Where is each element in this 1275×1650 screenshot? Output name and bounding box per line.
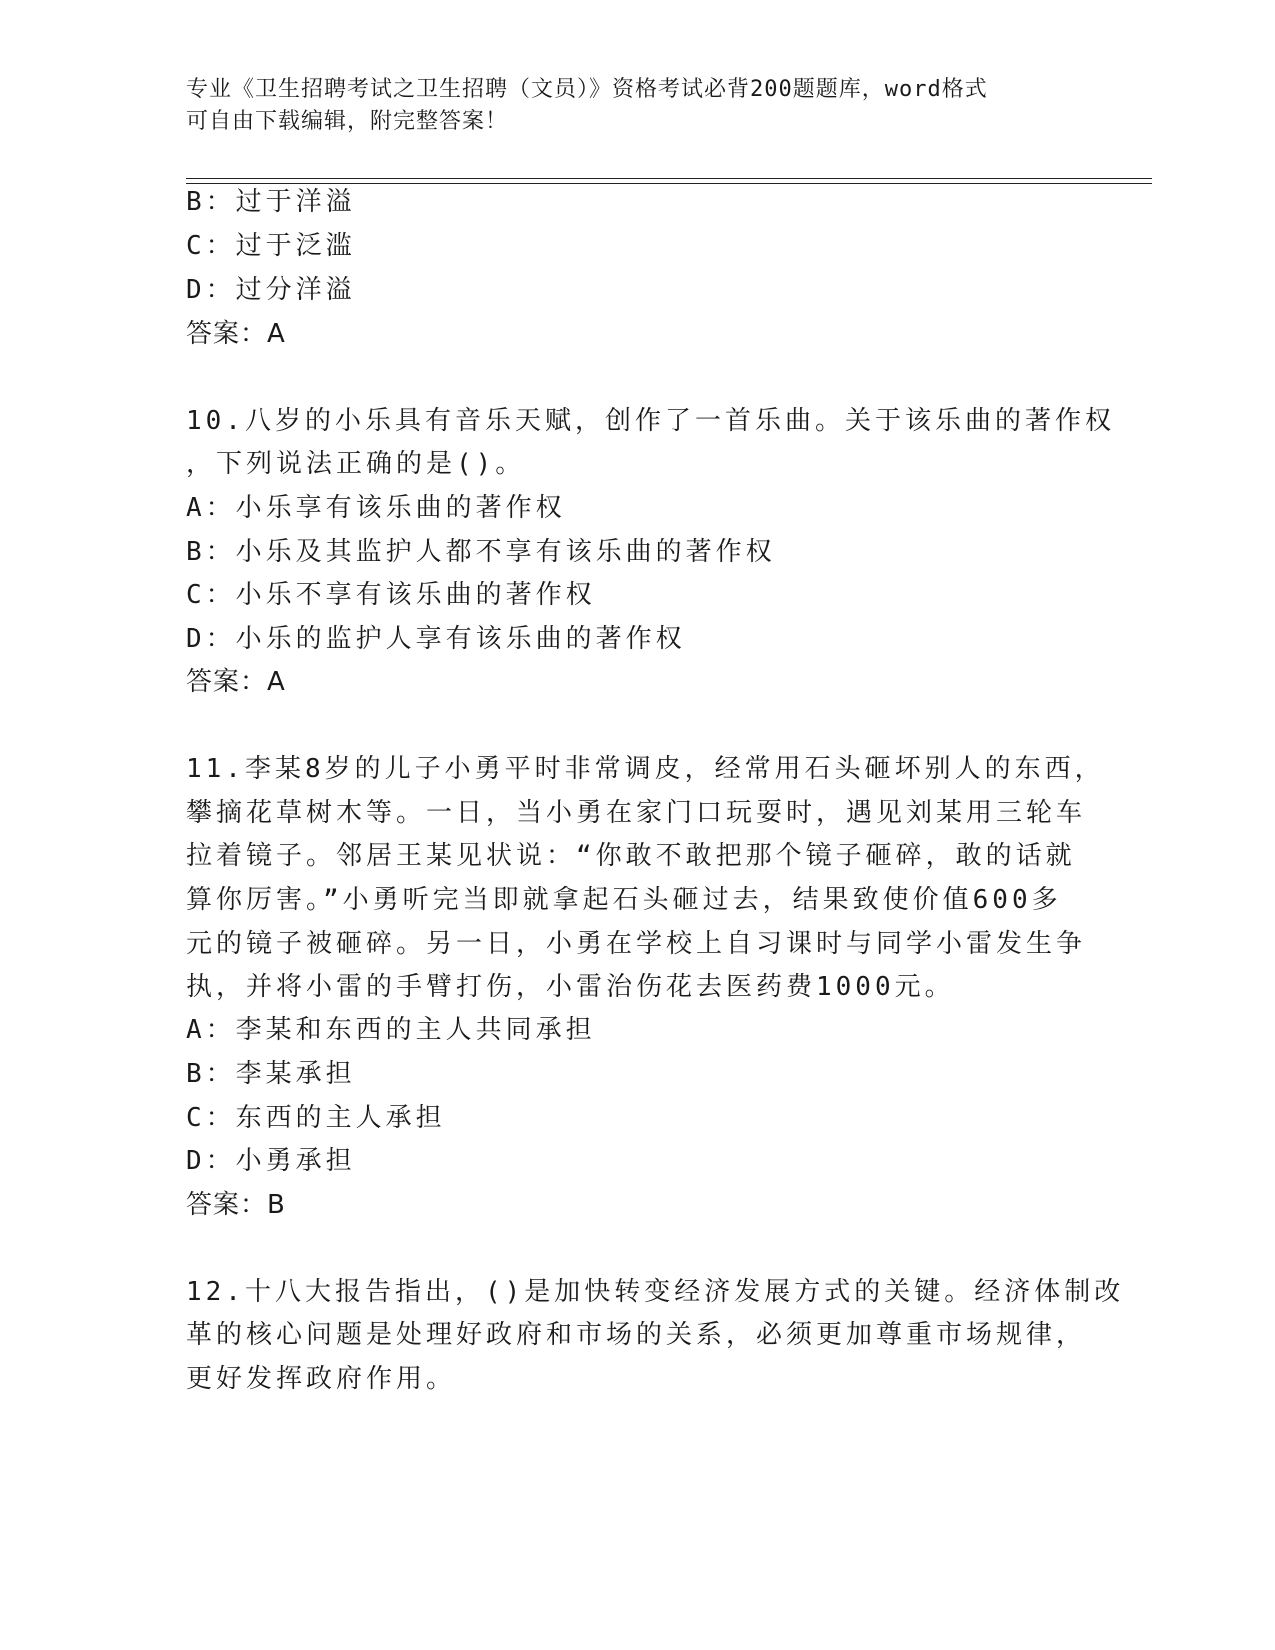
q10-answer: 答案：A [186,667,286,697]
q10-stem-line-1: 10.八岁的小乐具有音乐天赋，创作了一首乐曲。关于该乐曲的著作权 [186,406,1115,436]
q11-option-c: C：东西的主人承担 [186,1103,446,1133]
q11-stem-line-4: 算你厉害。”小勇听完当即就拿起石头砸过去，结果致使价值600多 [186,885,1062,915]
q9-option-d: D：过分洋溢 [186,275,356,305]
q11-option-b: B：李某承担 [186,1059,356,1089]
q11-stem-line-1: 11.李某8岁的儿子小勇平时非常调皮，经常用石头砸坏别人的东西， [186,754,1105,784]
header-line-1: 专业《卫生招聘考试之卫生招聘（文员）》资格考试必背200题题库，word格式 [186,77,988,102]
header-line-2: 可自由下载编辑，附完整答案！ [186,109,509,134]
q10-stem-line-2: ，下列说法正确的是()。 [186,449,526,479]
q11-option-d: D：小勇承担 [186,1146,356,1176]
q11-stem-line-3: 拉着镜子。邻居王某见状说：“你敢不敢把那个镜子砸碎，敢的话就 [186,841,1076,871]
q11-stem-line-5: 元的镜子被砸碎。另一日，小勇在学校上自习课时与同学小雷发生争 [186,929,1087,959]
q11-stem-line-6: 执，并将小雷的手臂打伤，小雷治伤花去医药费1000元。 [186,972,955,1002]
q9-answer: 答案：A [186,319,286,349]
q12-stem-line-2: 革的核心问题是处理好政府和市场的关系，必须更加尊重市场规律， [186,1320,1087,1350]
document-header [186,74,1066,138]
q12-stem-line-3: 更好发挥政府作用。 [186,1364,457,1394]
q12-stem-line-1: 12.十八大报告指出，()是加快转变经济发展方式的关键。经济体制改 [186,1277,1125,1307]
q10-option-c: C：小乐不享有该乐曲的著作权 [186,580,596,610]
q10-option-a: A：小乐享有该乐曲的著作权 [186,493,566,523]
header-divider-top [186,178,1152,179]
q9-option-c: C：过于泛滥 [186,231,356,261]
q9-option-b: B：过于洋溢 [186,187,356,217]
q11-option-a: A：李某和东西的主人共同承担 [186,1015,596,1045]
q11-answer: 答案：B [186,1190,286,1220]
q10-option-d: D：小乐的监护人享有该乐曲的著作权 [186,624,686,654]
q10-option-b: B：小乐及其监护人都不享有该乐曲的著作权 [186,537,776,567]
q11-stem-line-2: 攀摘花草树木等。一日，当小勇在家门口玩耍时，遇见刘某用三轮车 [186,798,1087,828]
header-divider-bottom [186,183,1152,184]
